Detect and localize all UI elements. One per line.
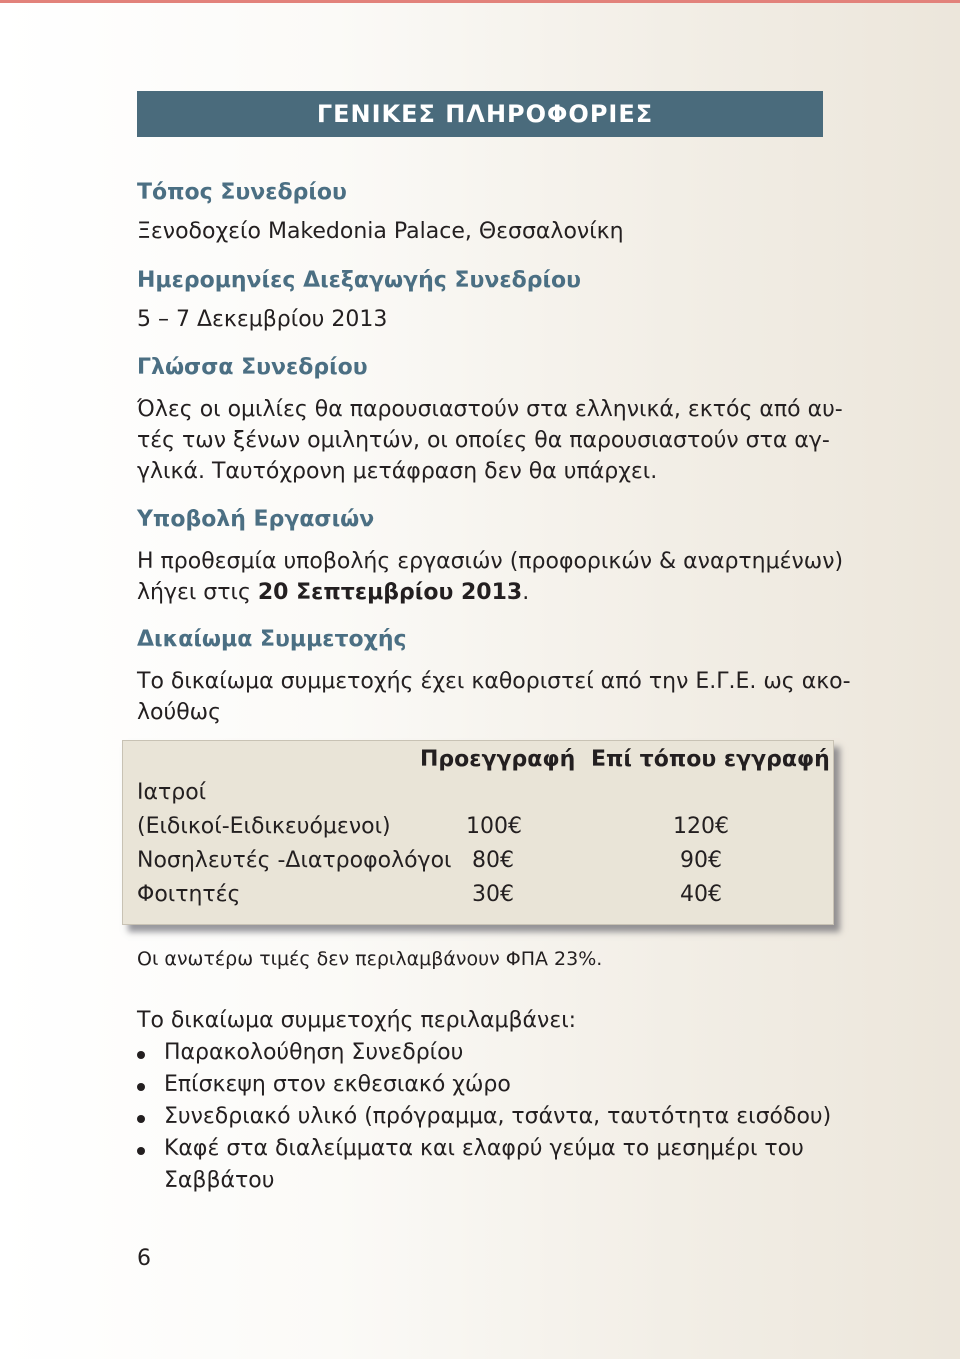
table-cell-onsite: 90€ <box>680 848 722 873</box>
dates-heading: Ημερομηνίες Διεξαγωγής Συνεδρίου <box>137 268 581 293</box>
table-row-label: (Ειδικοί-Ειδικευόμενοι) <box>137 814 391 839</box>
table-cell-onsite: 120€ <box>673 814 729 839</box>
submission-line: Η προθεσμία υποβολής εργασιών (προφορικών & αναρτημένων) <box>137 549 844 574</box>
table-cell-pre: 80€ <box>472 848 514 873</box>
fee-line: Το δικαίωμα συμμετοχής έχει καθοριστεί από την Ε.Γ.Ε. ως ακο- <box>137 669 851 694</box>
bullet-icon <box>137 1051 145 1059</box>
language-line: γλικά. Ταυτόχρονη μετάφραση δεν θα υπάρχει. <box>137 459 658 484</box>
table-cell-onsite: 40€ <box>680 882 722 907</box>
page-number: 6 <box>137 1246 151 1271</box>
dates-text: 5 – 7 Δεκεμβρίου 2013 <box>137 307 388 332</box>
table-cell-pre: 100€ <box>466 814 522 839</box>
vat-note: Οι ανωτέρω τιμές δεν περιλαμβάνουν ΦΠΑ 23%. <box>137 948 603 970</box>
language-line: Όλες οι ομιλίες θα παρουσιαστούν στα ελληνικά, εκτός από αυ- <box>137 397 843 422</box>
list-item: Συνεδριακό υλικό (πρόγραμμα, τσάντα, ταυτότητα εισόδου) <box>164 1104 832 1129</box>
language-line: τές των ξένων ομιλητών, οι οποίες θα παρουσιαστούν στα αγ- <box>137 428 830 453</box>
submission-line-prefix: λήγει στις <box>137 580 258 605</box>
table-row-label: Φοιτητές <box>137 882 241 907</box>
col-header-preregistration: Προεγγραφή <box>420 747 576 772</box>
fee-paragraph <box>137 666 851 728</box>
top-accent-line <box>0 0 960 3</box>
list-item: Καφέ στα διαλείμματα και ελαφρύ γεύμα το μεσημέρι του <box>164 1136 804 1161</box>
col-header-onsite: Επί τόπου εγγραφή <box>591 747 830 772</box>
list-item: Επίσκεψη στον εκθεσιακό χώρο <box>164 1072 511 1097</box>
fee-line: λούθως <box>137 700 222 725</box>
submission-paragraph <box>137 546 843 608</box>
submission-line-suffix: . <box>522 580 530 605</box>
bullet-icon <box>137 1115 145 1123</box>
table-group-label: Ιατροί <box>137 780 207 805</box>
fee-heading: Δικαίωμα Συμμετοχής <box>137 627 407 652</box>
includes-intro: Το δικαίωμα συμμετοχής περιλαμβάνει: <box>137 1008 577 1033</box>
page-title-banner <box>137 91 823 137</box>
bullet-icon <box>137 1147 145 1155</box>
venue-heading: Τόπος Συνεδρίου <box>137 180 347 205</box>
table-row-label: Νοσηλευτές -Διατροφολόγοι <box>137 848 452 873</box>
page-title: ΓΕΝΙΚΕΣ ΠΛΗΡΟΦΟΡΙΕΣ <box>316 100 654 128</box>
submission-heading: Υποβολή Εργασιών <box>137 507 375 532</box>
table-cell-pre: 30€ <box>472 882 514 907</box>
list-item: Παρακολούθηση Συνεδρίου <box>164 1040 464 1065</box>
language-heading: Γλώσσα Συνεδρίου <box>137 355 368 380</box>
submission-deadline: 20 Σεπτεμβρίου 2013 <box>257 580 523 605</box>
venue-text: Ξενοδοχείο Makedonia Palace, Θεσσαλονίκη <box>137 219 624 244</box>
language-paragraph <box>137 394 843 487</box>
list-item-continuation: Σαββάτου <box>164 1168 275 1193</box>
submission-line <box>137 577 843 608</box>
bullet-icon <box>137 1083 145 1091</box>
